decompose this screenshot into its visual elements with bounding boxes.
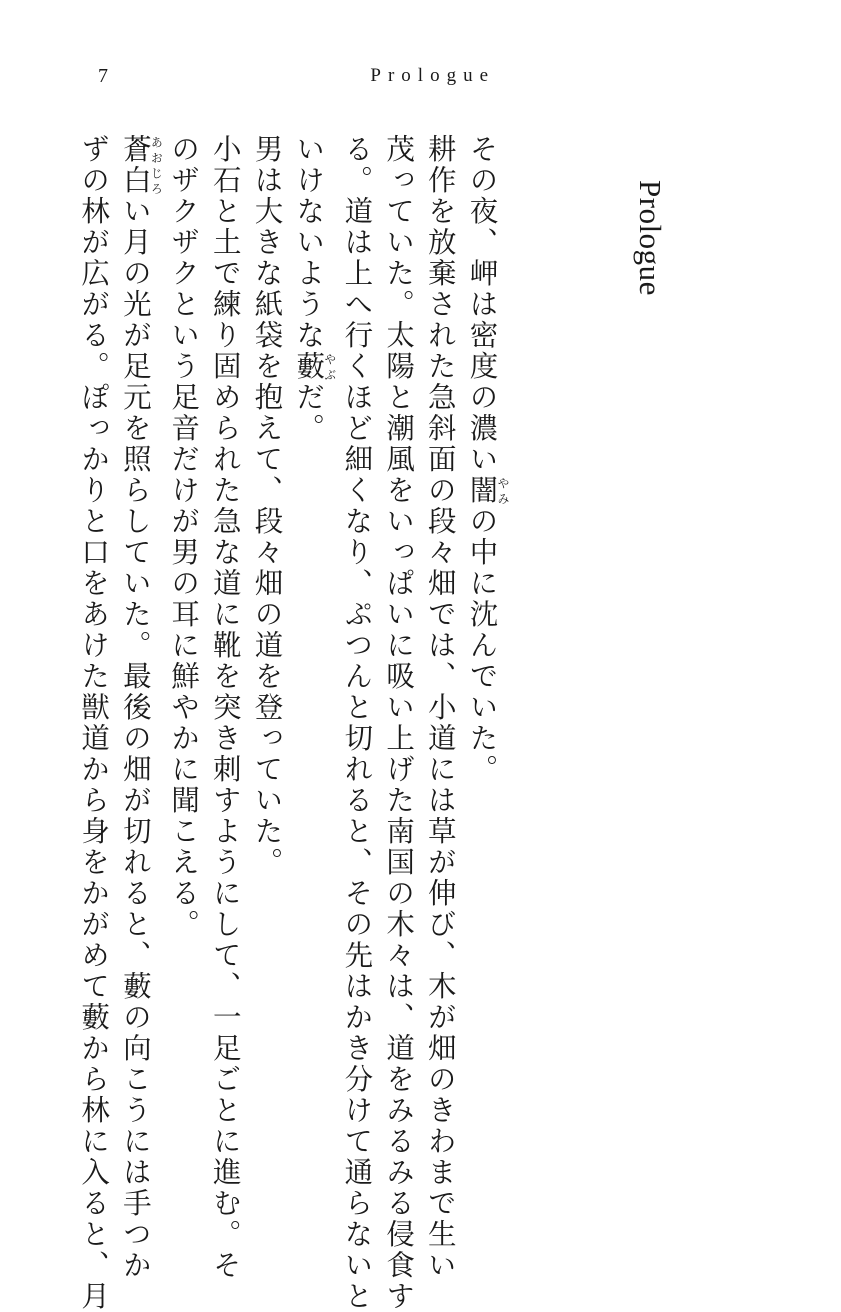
text-segment: 茂っていた。太陽と潮風をいっぱいに吸い上げた南国の木々は、道をみるみる侵食す	[382, 134, 416, 1312]
text-line	[114, 134, 164, 1281]
text-line	[287, 134, 335, 1124]
ruby-base: 闇	[465, 475, 499, 506]
ruby-base: 藪	[292, 351, 326, 382]
page-number: 7	[98, 65, 108, 87]
ruby-reading: あおじろ	[149, 134, 164, 196]
text-segment: の中に沈んでいた。	[465, 506, 499, 785]
running-header: Prologue	[370, 65, 495, 86]
text-line	[246, 134, 288, 1124]
chapter-title: Prologue	[633, 180, 668, 296]
text-line	[377, 134, 419, 1312]
text-line	[419, 134, 461, 1281]
ruby-base: 蒼白	[118, 134, 152, 196]
ruby-reading: やみ	[496, 475, 510, 506]
text-segment: いけないような	[292, 134, 326, 351]
text-segment: 耕作を放棄された急斜面の段々畑では、小道には草が伸び、木が畑のきわまで生い	[423, 134, 457, 1281]
ruby-annotation	[465, 475, 510, 506]
ruby-annotation	[118, 134, 164, 196]
text-segment: ずの林が広がる。ぽっかりと口をあけた獣道から身をかがめて藪から林に入ると、月	[77, 134, 111, 1312]
text-line	[204, 134, 246, 1281]
text-line	[72, 134, 114, 1312]
ruby-annotation	[292, 351, 337, 382]
text-line	[162, 134, 204, 1124]
text-segment: その夜、岬は密度の濃い	[465, 134, 499, 475]
text-segment: 小石と土で練り固められた急な道に靴を突き刺すようにして、一足ごとに進む。そ	[208, 134, 242, 1281]
body-text	[72, 134, 510, 1312]
ruby-reading: やぶ	[322, 351, 337, 382]
text-segment: のザクザクという足音だけが男の耳に鮮やかに聞こえる。	[167, 134, 201, 940]
text-segment: 男は大きな紙袋を抱えて、段々畑の道を登っていた。	[250, 134, 284, 878]
text-line	[336, 134, 378, 1312]
text-segment: だ。	[292, 382, 326, 444]
text-segment: る。道は上へ行くほど細くなり、ぷつんと切れると、その先はかき分けて通らないと	[340, 134, 374, 1312]
text-line	[461, 134, 509, 1124]
text-segment: い月の光が足元を照らしていた。最後の畑が切れると、藪の向こうには手つか	[118, 196, 152, 1281]
